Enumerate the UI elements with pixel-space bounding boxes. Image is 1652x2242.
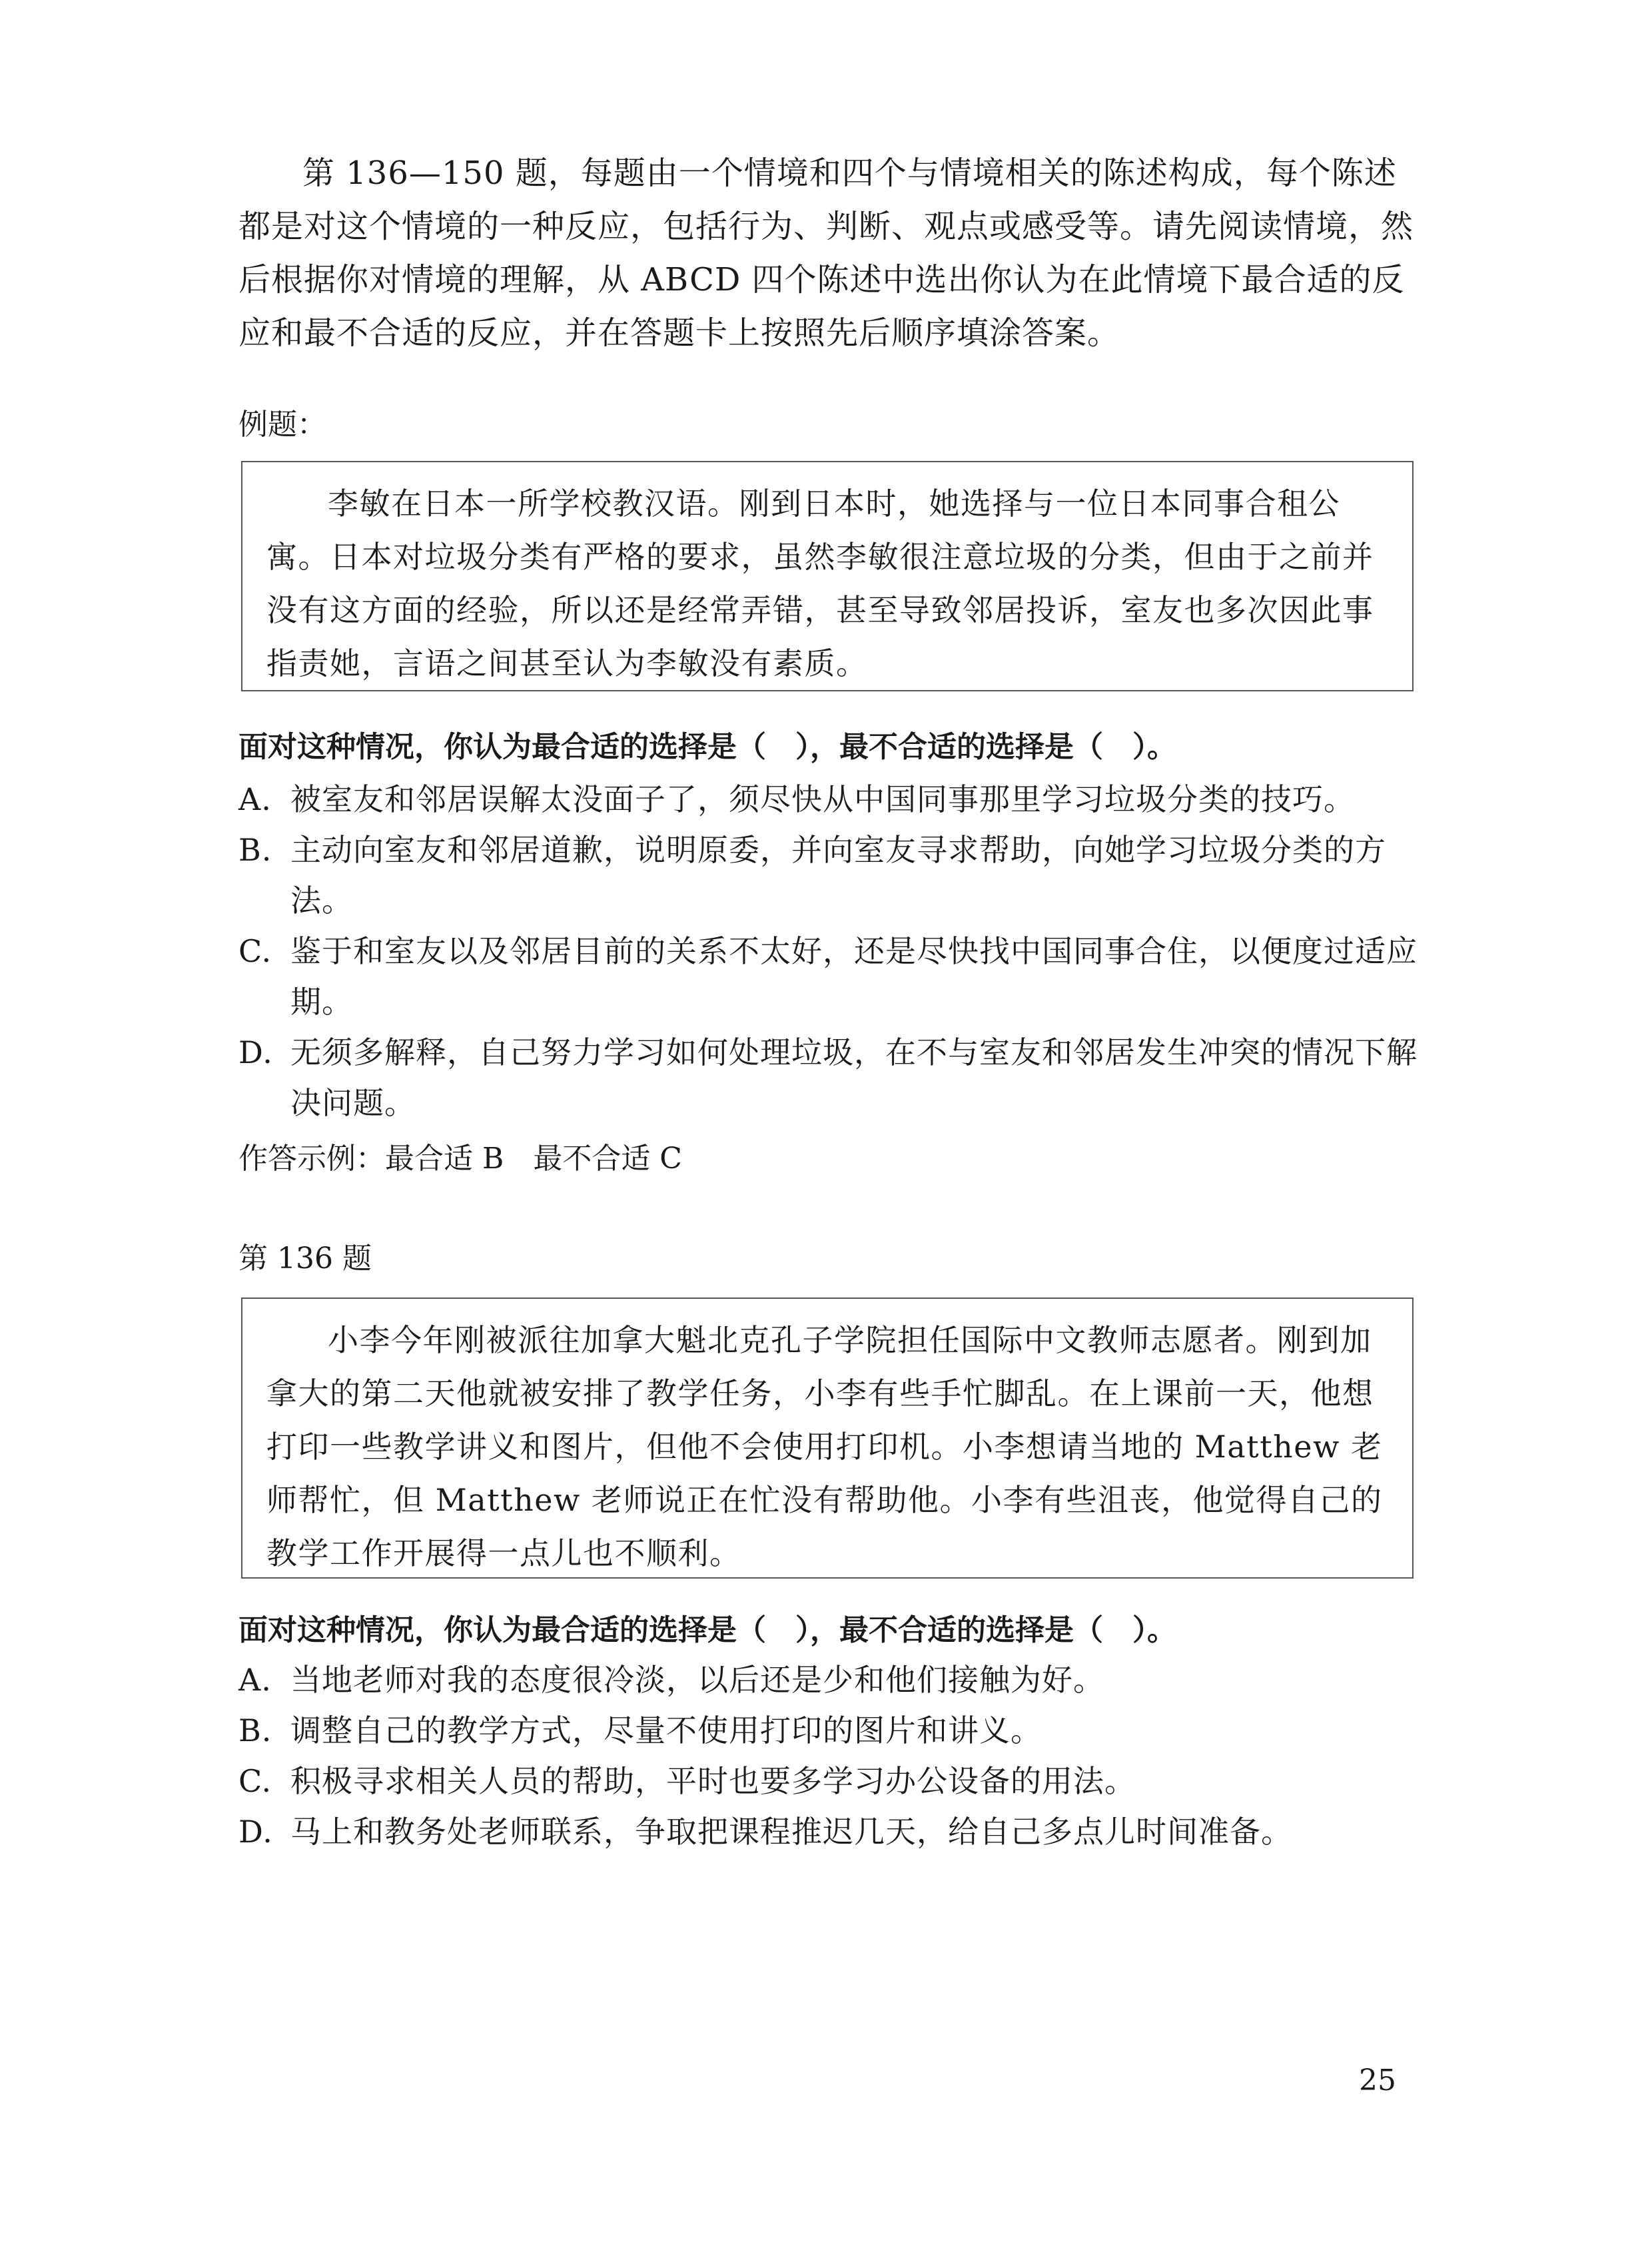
option-text: 马上和教务处老师联系，争取把课程推迟几天，给自己多点儿时间准备。 xyxy=(290,1814,1292,1850)
question-136-prompt: 面对这种情况，你认为最合适的选择是（ ），最不合适的选择是（ ）。 xyxy=(238,1613,1176,1647)
example-option-d xyxy=(238,1027,1424,1128)
example-option-c xyxy=(238,926,1424,1027)
example-scenario-text: 李敏在日本一所学校教汉语。刚到日本时，她选择与一位日本同事合租公寓。日本对垃圾分类有严格的要求，虽然李敏很注意垃圾的分类，但由于之前并没有这方面的经验，所以还是经常弄错，甚至导致邻居投诉，室友也多次因此事指责她，言语之间甚至认为李敏没有素质。 xyxy=(266,486,1374,681)
option-text: 当地老师对我的态度很冷淡，以后还是少和他们接触为好。 xyxy=(290,1662,1104,1698)
question-136-label: 第 136 题 xyxy=(238,1242,372,1276)
example-scenario-box xyxy=(241,461,1414,691)
question-136-option-c xyxy=(238,1756,1424,1806)
example-option-b xyxy=(238,825,1424,926)
page-number: 25 xyxy=(1359,2063,1396,2097)
question-136-scenario-box xyxy=(241,1298,1414,1579)
option-letter: A. xyxy=(238,1662,272,1698)
example-question-prompt: 面对这种情况，你认为最合适的选择是（ ），最不合适的选择是（ ）。 xyxy=(238,730,1176,764)
option-text: 积极寻求相关人员的帮助，平时也要多学习办公设备的用法。 xyxy=(290,1763,1136,1799)
question-136-options-list xyxy=(238,1655,1424,1857)
instructions-paragraph: 第 136—150 题，每题由一个情境和四个与情境相关的陈述构成，每个陈述都是对这个情境的一种反应，包括行为、判断、观点或感受等。请先阅读情境，然后根据你对情境的理解，从 ABCD 四个陈述中选出你认为在此情境下最合适的反应和最不合适的反应，并在答题卡上按照先后顺序填涂答案。 xyxy=(238,155,1414,352)
option-letter: A. xyxy=(238,781,272,817)
option-letter: C. xyxy=(238,1763,272,1799)
answer-example: 作答示例：最合适 B 最不合适 C xyxy=(238,1142,682,1176)
option-text: 鉴于和室友以及邻居目前的关系不太好，还是尽快找中国同事合住，以便度过适应期。 xyxy=(290,933,1418,1020)
question-136-option-a xyxy=(238,1655,1424,1705)
option-text: 主动向室友和邻居道歉，说明原委，并向室友寻求帮助，向她学习垃圾分类的方法。 xyxy=(290,832,1386,919)
option-text: 调整自己的教学方式，尽量不使用打印的图片和讲义。 xyxy=(290,1712,1042,1748)
question-136-scenario-text: 小李今年刚被派往加拿大魁北克孔子学院担任国际中文教师志愿者。刚到加拿大的第二天他就被安排了教学任务，小李有些手忙脚乱。在上课前一天，他想打印一些教学讲义和图片，但他不会使用打印机。小李想请当地的 Matthew 老师帮忙，但 Matthew 老师说正在忙没有帮助他。小李有些沮丧，他觉得自己的教学工作开展得一点儿也不顺利。 xyxy=(266,1322,1383,1571)
option-letter: D. xyxy=(238,1814,273,1850)
option-letter: D. xyxy=(238,1034,273,1070)
question-136-option-d xyxy=(238,1806,1424,1857)
example-option-a xyxy=(238,774,1424,825)
option-text: 无须多解释，自己努力学习如何处理垃圾，在不与室友和邻居发生冲突的情况下解决问题。 xyxy=(290,1034,1418,1121)
option-letter: B. xyxy=(238,832,272,868)
option-letter: C. xyxy=(238,933,272,969)
example-options-list xyxy=(238,774,1424,1128)
option-text: 被室友和邻居误解太没面子了，须尽快从中国同事那里学习垃圾分类的技巧。 xyxy=(290,781,1355,817)
example-label: 例题： xyxy=(238,408,326,442)
option-letter: B. xyxy=(238,1712,272,1748)
question-136-option-b xyxy=(238,1705,1424,1756)
